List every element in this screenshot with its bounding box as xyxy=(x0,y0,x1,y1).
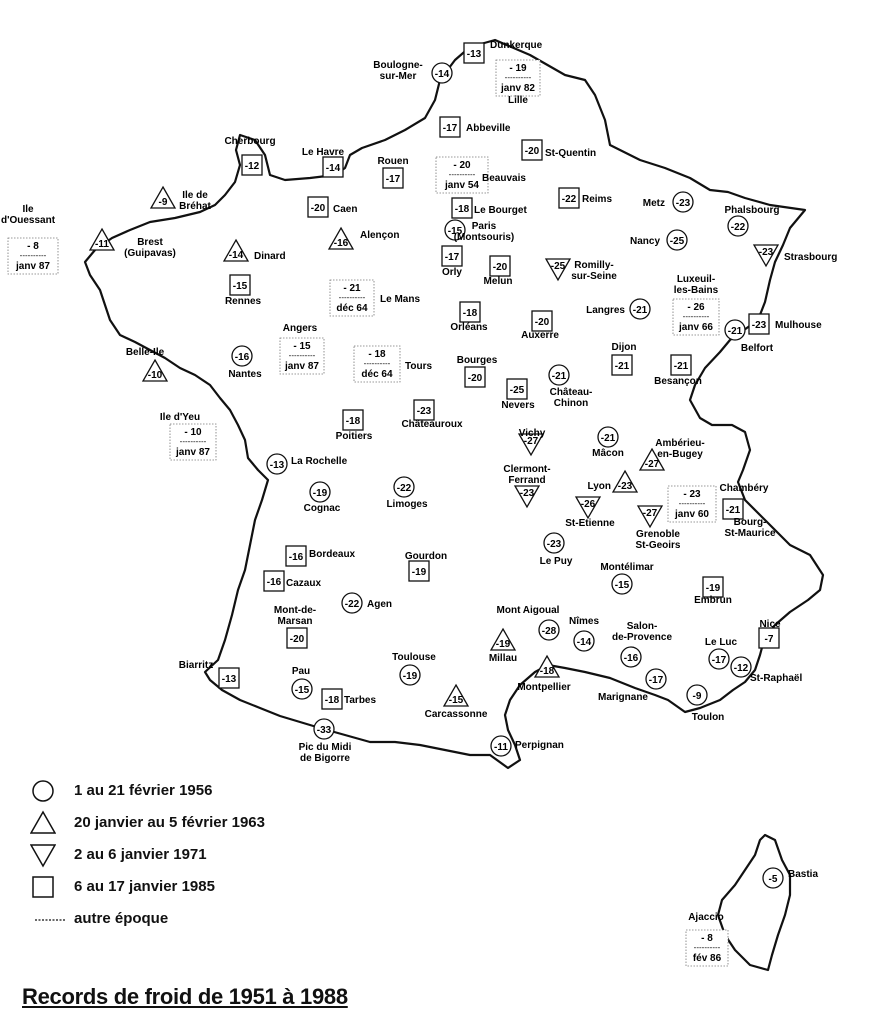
other-record-angers xyxy=(280,323,324,374)
city-label-metz: Metz xyxy=(642,198,665,209)
city-label-mont-aigoual: Mont Aigoual xyxy=(496,605,560,616)
record-date: déc 64 xyxy=(361,369,393,380)
station-nevers xyxy=(507,379,527,399)
record-dashes: ---------- xyxy=(448,170,476,179)
station-value: -16 xyxy=(234,352,250,363)
station-value: -18 xyxy=(462,308,478,319)
city-label-pau: Pau xyxy=(291,666,311,677)
station-value: -15 xyxy=(614,580,630,591)
station-le-havre xyxy=(323,157,343,177)
station-bordeaux xyxy=(286,546,306,566)
station-value: -10 xyxy=(147,370,163,381)
city-label-toulouse: Toulouse xyxy=(392,652,436,663)
city-label-chambery: Chambéry xyxy=(719,483,769,494)
station-rennes xyxy=(230,275,250,295)
station-agen xyxy=(342,593,362,613)
record-date: déc 64 xyxy=(336,303,368,314)
station-toulon xyxy=(687,685,707,705)
station-value: -23 xyxy=(546,539,562,550)
station-value: -13 xyxy=(269,460,285,471)
station-value: -21 xyxy=(725,505,741,516)
station-value: -16 xyxy=(333,238,349,249)
station-le-bourget xyxy=(452,198,472,218)
station-value: -15 xyxy=(448,695,464,706)
city-label-perpignan: Perpignan xyxy=(515,740,564,751)
station-la-rochelle xyxy=(267,454,287,474)
other-record-le-mans xyxy=(330,280,420,316)
station-rouen xyxy=(383,168,403,188)
record-date: janv 87 xyxy=(285,361,319,372)
other-record-ajaccio xyxy=(686,912,728,966)
record-dashes: ---------- xyxy=(682,312,710,321)
city-label-rouen: Rouen xyxy=(377,156,409,167)
city-label-dijon: Dijon xyxy=(611,342,637,353)
city-label-marignane: Marignane xyxy=(597,692,649,703)
city-label-mulhouse: Mulhouse xyxy=(775,320,822,331)
station-value: -21 xyxy=(600,433,616,444)
station-value: -28 xyxy=(541,626,557,637)
station-value: -26 xyxy=(580,499,596,510)
record-dashes: ---------- xyxy=(504,73,532,82)
station-value: -22 xyxy=(344,599,360,610)
legend-label: autre époque xyxy=(74,910,169,927)
city-label-angers: Angers xyxy=(282,323,318,334)
station-value: -27 xyxy=(642,508,658,519)
station-besancon xyxy=(671,355,691,375)
city-label-chateauroux: Châteauroux xyxy=(401,419,463,430)
station-value: -20 xyxy=(534,317,550,328)
station-dijon xyxy=(612,355,632,375)
station-toulouse xyxy=(400,665,420,685)
city-label-romilly-sur-seine: Romilly-sur-Seine xyxy=(571,260,617,282)
record-value: - 21 xyxy=(343,283,361,294)
station-value: -19 xyxy=(705,583,721,594)
city-label-ile-de-brehat: Ile de Bréhat xyxy=(179,190,211,212)
city-label-reims: Reims xyxy=(582,194,613,205)
station-value: -21 xyxy=(614,361,630,372)
city-label-le-havre: Le Havre xyxy=(301,147,345,158)
other-record-luxeuil-les-bains xyxy=(673,274,719,335)
station-poitiers xyxy=(343,410,363,430)
city-label-millau: Millau xyxy=(488,653,518,664)
station-value: -17 xyxy=(385,174,401,185)
record-value: - 15 xyxy=(293,341,311,352)
station-clermont-ferrand xyxy=(515,486,539,507)
city-label-le-mans: Le Mans xyxy=(380,294,421,305)
station-le-puy xyxy=(544,533,564,553)
record-dashes: ---------- xyxy=(693,943,721,952)
city-label-dinard: Dinard xyxy=(254,251,286,262)
station-lyon xyxy=(613,471,637,492)
city-label-tarbes: Tarbes xyxy=(344,695,377,706)
station-chateauroux xyxy=(414,400,434,420)
city-label-besancon: Besançon xyxy=(654,376,702,387)
station-value: -18 xyxy=(324,695,340,706)
station-value: -14 xyxy=(228,250,244,261)
station-mulhouse xyxy=(749,314,769,334)
station-bastia xyxy=(763,868,783,888)
city-label-montpellier: Montpellier xyxy=(517,682,571,693)
station-value: -21 xyxy=(551,371,567,382)
record-value: - 18 xyxy=(368,349,386,360)
station-value: -17 xyxy=(442,123,458,134)
triangle-up-icon xyxy=(30,810,56,836)
station-cognac xyxy=(310,482,330,502)
station-value: -22 xyxy=(561,194,577,205)
station-value: -11 xyxy=(95,239,109,250)
city-label-caen: Caen xyxy=(333,204,358,215)
city-label-la-rochelle: La Rochelle xyxy=(291,456,348,467)
station-nimes xyxy=(574,631,594,651)
city-label-ile-d-ouessant: Ile d'Ouessant xyxy=(0,204,56,226)
record-dashes: ---------- xyxy=(288,351,316,360)
city-label-pic-du-midi-de-bigorre: Pic du Midi de Bigorre xyxy=(298,742,352,764)
dashes-icon xyxy=(30,906,66,932)
city-label-salon-de-provence: Salon-de-Provence xyxy=(611,621,673,643)
legend-label: 20 janvier au 5 février 1963 xyxy=(74,814,265,831)
station-nantes xyxy=(232,346,252,366)
station-dunkerque xyxy=(464,43,484,63)
station-value: -19 xyxy=(495,639,511,650)
station-value: -27 xyxy=(523,436,539,447)
station-nice xyxy=(759,628,779,648)
city-label-st-raphael: St-Raphaël xyxy=(750,673,803,684)
city-label-bastia: Bastia xyxy=(788,869,819,880)
station-metz xyxy=(673,192,693,212)
legend-label: 1 au 21 février 1956 xyxy=(74,782,213,799)
station-value: -22 xyxy=(396,483,412,494)
station-cherbourg xyxy=(242,155,262,175)
circle-icon xyxy=(30,778,56,804)
station-st-raphael xyxy=(731,657,751,677)
station-orleans xyxy=(460,302,480,322)
station-phalsbourg xyxy=(728,216,748,236)
station-biarritz xyxy=(219,668,239,688)
city-label-nantes: Nantes xyxy=(228,369,262,380)
station-value: -16 xyxy=(623,653,639,664)
station-belle-ile xyxy=(143,360,167,381)
city-label-brest-guipavas: Brest (Guipavas) xyxy=(124,237,176,259)
record-dashes: ---------- xyxy=(338,293,366,302)
station-auxerre xyxy=(532,311,552,331)
station-limoges xyxy=(394,477,414,497)
station-value: -21 xyxy=(632,305,648,316)
triangle-down-icon xyxy=(30,842,56,868)
station-value: -23 xyxy=(519,488,535,499)
city-label-mont-de-marsan: Mont-de-Marsan xyxy=(273,605,317,627)
station-chateau-chinon xyxy=(549,365,569,385)
record-date: janv 66 xyxy=(679,322,713,333)
city-label-toulon: Toulon xyxy=(691,712,725,723)
other-record-ile-d-ouessant xyxy=(1,204,58,274)
station-cazaux xyxy=(264,571,284,591)
station-value: -23 xyxy=(675,198,691,209)
record-date: fév 86 xyxy=(692,953,722,964)
station-value: -20 xyxy=(310,203,326,214)
station-value: -12 xyxy=(733,663,749,674)
station-value: -13 xyxy=(221,674,237,685)
city-label-ile-d-yeu: Ile d'Yeu xyxy=(159,412,201,423)
city-label-lille: Lille xyxy=(507,95,529,106)
city-label-macon: Mâcon xyxy=(592,448,624,459)
station-reims xyxy=(559,188,579,208)
station-value: -9 xyxy=(158,197,168,208)
city-label-st-etienne: St-Etienne xyxy=(565,518,615,529)
station-value: -12 xyxy=(244,161,260,172)
station-value: -23 xyxy=(416,406,432,417)
station-caen xyxy=(308,197,328,217)
station-value: -18 xyxy=(345,416,361,427)
station-value: -19 xyxy=(312,488,328,499)
city-label-biarritz: Biarritz xyxy=(178,660,214,671)
station-embrun xyxy=(703,577,723,597)
station-carcassonne xyxy=(444,685,468,706)
station-value: -23 xyxy=(617,481,633,492)
city-label-le-puy: Le Puy xyxy=(539,556,573,567)
city-label-bourg-st-maurice: Bourg-St-Maurice xyxy=(724,517,776,539)
station-abbeville xyxy=(440,117,460,137)
city-label-boulogne-sur-mer: Boulogne-sur-Mer xyxy=(373,60,423,82)
city-label-langres: Langres xyxy=(586,305,625,316)
city-label-beauvais: Beauvais xyxy=(482,173,526,184)
city-label-carcassonne: Carcassonne xyxy=(424,709,488,720)
city-label-auxerre: Auxerre xyxy=(521,330,559,341)
corsica-outline xyxy=(718,835,790,970)
city-label-nancy: Nancy xyxy=(629,236,660,247)
city-label-ajaccio: Ajaccio xyxy=(688,912,724,923)
city-label-luxeuil-les-bains: Luxeuil-les-Bains xyxy=(673,274,719,296)
city-label-grenoble-st-geoirs: Grenoble St-Geoirs xyxy=(635,529,681,551)
station-value: -18 xyxy=(454,204,470,215)
city-label-nice: Nice xyxy=(759,619,781,630)
city-label-cherbourg: Cherbourg xyxy=(224,136,276,147)
station-value: -16 xyxy=(288,552,304,563)
city-label-limoges: Limoges xyxy=(386,499,428,510)
other-record-lille xyxy=(496,60,540,106)
station-langres xyxy=(630,299,650,319)
city-label-cazaux: Cazaux xyxy=(286,578,322,589)
city-label-bordeaux: Bordeaux xyxy=(309,549,356,560)
city-label-rennes: Rennes xyxy=(224,296,262,307)
station-pic-du-midi-de-bigorre xyxy=(314,719,334,739)
city-label-abbeville: Abbeville xyxy=(466,123,511,134)
station-boulogne-sur-mer xyxy=(432,63,452,83)
square-icon xyxy=(30,874,56,900)
station-value: -33 xyxy=(316,725,332,736)
station-value: -20 xyxy=(289,634,305,645)
station-value: -19 xyxy=(411,567,427,578)
station-value: -14 xyxy=(434,69,450,80)
station-value: -27 xyxy=(644,459,660,470)
station-value: -20 xyxy=(467,373,483,384)
record-value: - 8 xyxy=(27,241,39,252)
station-value: -21 xyxy=(673,361,689,372)
station-value: -22 xyxy=(730,222,746,233)
station-st-etienne xyxy=(576,497,600,518)
record-value: - 20 xyxy=(453,160,471,171)
city-label-belle-ile: Belle-Ile xyxy=(125,347,165,358)
station-alencon xyxy=(329,228,353,249)
city-label-melun: Melun xyxy=(483,276,513,287)
station-dinard xyxy=(224,240,248,261)
city-label-orly: Orly xyxy=(441,267,463,278)
record-date: janv 87 xyxy=(176,447,210,458)
record-value: - 26 xyxy=(687,302,705,313)
station-romilly-sur-seine xyxy=(546,259,570,280)
station-value: -15 xyxy=(232,281,248,292)
station-value: -25 xyxy=(669,236,685,247)
station-value: -25 xyxy=(550,261,566,272)
station-montelimar xyxy=(612,574,632,594)
station-value: -11 xyxy=(494,742,508,753)
station-value: -20 xyxy=(492,262,508,273)
station-value: -7 xyxy=(764,634,774,645)
station-value: -23 xyxy=(751,320,767,331)
city-label-nimes: Nîmes xyxy=(568,616,600,627)
station-value: -9 xyxy=(692,691,702,702)
station-bourg-st-maurice xyxy=(723,499,743,519)
station-value: -21 xyxy=(727,326,743,337)
station-value: -5 xyxy=(768,874,778,885)
city-label-belfort: Belfort xyxy=(740,343,774,354)
record-date: janv 87 xyxy=(16,261,50,272)
city-label-montelimar: Montélimar xyxy=(600,562,654,573)
station-gourdon xyxy=(409,561,429,581)
record-value: - 10 xyxy=(184,427,202,438)
other-record-beauvais xyxy=(436,157,526,193)
record-dashes: ---------- xyxy=(678,499,706,508)
legend-label: 6 au 17 janvier 1985 xyxy=(74,878,215,895)
city-label-dunkerque: Dunkerque xyxy=(490,40,543,51)
city-label-embrun: Embrun xyxy=(694,595,732,606)
station-tarbes xyxy=(322,689,342,709)
city-label-vichy: Vichy xyxy=(518,428,546,439)
station-mont-aigoual xyxy=(539,620,559,640)
other-record-chambery xyxy=(668,486,716,522)
station-le-luc xyxy=(709,649,729,669)
city-label-nevers: Nevers xyxy=(501,400,535,411)
record-date: janv 82 xyxy=(501,83,535,94)
record-date: janv 60 xyxy=(675,509,709,520)
record-date: janv 54 xyxy=(445,180,479,191)
station-value: -14 xyxy=(576,637,592,648)
city-label-le-bourget: Le Bourget xyxy=(474,205,527,216)
station-value: -19 xyxy=(402,671,418,682)
city-label-paris-montsouris: Paris (Montsouris) xyxy=(453,221,515,243)
station-value: -15 xyxy=(294,685,310,696)
record-dashes: ---------- xyxy=(19,251,47,260)
station-pau xyxy=(292,679,312,699)
city-label-strasbourg: Strasbourg xyxy=(784,252,838,263)
station-value: -17 xyxy=(711,655,727,666)
station-value: -16 xyxy=(266,577,282,588)
station-ile-de-brehat xyxy=(151,187,175,208)
station-nancy xyxy=(667,230,687,250)
city-label-amberieu-en-bugey: Ambérieu-en-Bugey xyxy=(655,438,705,460)
station-perpignan xyxy=(491,736,511,756)
station-value: -23 xyxy=(758,247,774,258)
city-label-poitiers: Poitiers xyxy=(335,431,373,442)
station-orly xyxy=(442,246,462,266)
city-label-lyon: Lyon xyxy=(587,481,611,492)
station-marignane xyxy=(646,669,666,689)
city-label-alencon: Alençon xyxy=(360,230,400,241)
station-millau xyxy=(491,629,515,650)
city-label-le-luc: Le Luc xyxy=(704,637,738,648)
station-salon-de-provence xyxy=(621,647,641,667)
other-record-ile-d-yeu xyxy=(160,412,216,460)
city-label-st-quentin: St-Quentin xyxy=(545,148,597,159)
city-label-clermont-ferrand: Clermont-Ferrand xyxy=(503,464,551,486)
station-value: -14 xyxy=(325,163,341,174)
city-label-tours: Tours xyxy=(405,361,433,372)
station-bourges xyxy=(465,367,485,387)
city-label-bourges: Bourges xyxy=(456,355,498,366)
station-grenoble-st-geoirs xyxy=(638,506,662,527)
station-belfort xyxy=(725,320,745,340)
city-label-gourdon: Gourdon xyxy=(404,551,448,562)
page-title: Records de froid de 1951 à 1988 xyxy=(22,984,348,1009)
city-label-agen: Agen xyxy=(367,599,392,610)
station-value: -13 xyxy=(466,49,482,60)
station-melun xyxy=(490,256,510,276)
station-value: -17 xyxy=(444,252,460,263)
station-value: -17 xyxy=(648,675,664,686)
city-label-chateau-chinon: Château-Chinon xyxy=(549,387,593,409)
station-value: -15 xyxy=(447,226,463,237)
city-label-orleans: Orléans xyxy=(450,322,488,333)
station-value: -20 xyxy=(524,146,540,157)
station-st-quentin xyxy=(522,140,542,160)
legend-label: 2 au 6 janvier 1971 xyxy=(74,846,207,863)
record-dashes: ---------- xyxy=(179,437,207,446)
record-value: - 19 xyxy=(509,63,527,74)
city-label-cognac: Cognac xyxy=(303,503,341,514)
record-value: - 8 xyxy=(701,933,713,944)
station-macon xyxy=(598,427,618,447)
record-dashes: ---------- xyxy=(363,359,391,368)
station-value: -25 xyxy=(509,385,525,396)
station-value: -18 xyxy=(539,666,555,677)
record-value: - 23 xyxy=(683,489,701,500)
other-record-tours xyxy=(354,346,432,382)
station-mont-de-marsan xyxy=(287,628,307,648)
city-label-phalsbourg: Phalsbourg xyxy=(724,205,780,216)
